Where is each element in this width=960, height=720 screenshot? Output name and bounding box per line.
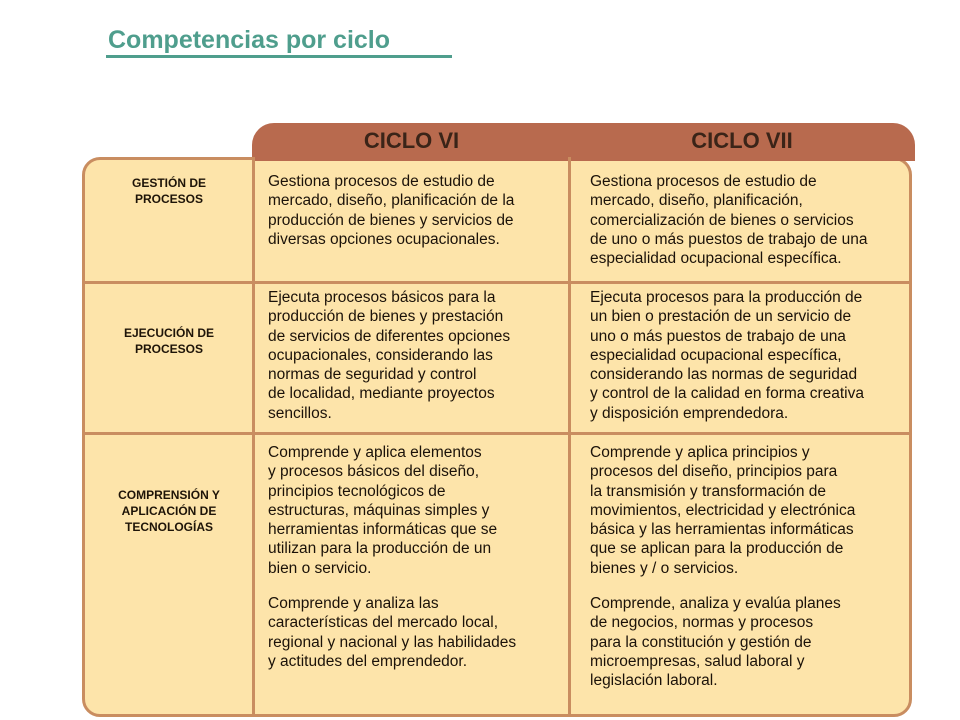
row-label-gestion: GESTIÓN DE PROCESOS (131, 176, 206, 206)
cell-ejecucion-ciclo-vi (268, 288, 564, 423)
cell-text: Gestiona procesos de estudio de mercado, diseño, planificación, comercialización de bienes o servicios de uno o más puestos de trabajo de una especialidad ocupacional específica. (590, 173, 868, 268)
cell-ejecucion-ciclo-vii (590, 288, 908, 423)
cell-text: Comprende y aplica principios y procesos del diseño, principios para la transmisión y transformación de movimientos, electricidad y electrónica básica y las herramientas informáticas que se aplican para la producción de bienes y / o servicios. (590, 444, 856, 577)
cell-text: Ejecuta procesos para la producción de un bien o prestación de un servicio de uno o más puestos de trabajo de una especialidad ocupacional específica, considerando las normas de seguridad y control de la calidad en forma creativa y disposición emprendedora. (590, 289, 864, 422)
cell-text: Comprende, analiza y evalúa planes de negocios, normas y procesos para la constitución y gestión de microempresas, salud laboral y legislación laboral. (590, 595, 841, 690)
title-underline (106, 55, 452, 58)
cell-comprension-ciclo-vii (590, 443, 908, 691)
cell-text: Comprende y aplica elementos y procesos básicos del diseño, principios tecnológicos de estructuras, máquinas simples y herramientas informáticas que se utilizan para la producción de un bien o servicio. (268, 444, 498, 577)
row-label-ejecucion: EJECUCIÓN DE PROCESOS (123, 326, 215, 356)
cell-text: Comprende y analiza las características del mercado local, regional y nacional y las habilidades y actitudes del emprendedor. (268, 595, 517, 670)
page-title: Competencias por ciclo (108, 26, 404, 54)
row-divider-2 (82, 432, 912, 435)
column-header-ciclo-vi: CICLO VI (363, 128, 460, 153)
column-header-ciclo-vii: CICLO VII (691, 128, 793, 153)
cell-text: Gestiona procesos de estudio de mercado, diseño, planificación de la producción de bienes y servicios de diversas opciones ocupacionales. (268, 173, 515, 248)
cell-gestion-ciclo-vi (268, 172, 564, 249)
row-divider-1 (82, 281, 912, 284)
column-divider-label (252, 157, 255, 717)
column-divider-ciclos (568, 157, 571, 717)
cell-gestion-ciclo-vii (590, 172, 908, 268)
cell-text: Ejecuta procesos básicos para la producción de bienes y prestación de servicios de diferentes opciones ocupacionales, considerando las normas de seguridad y control de localidad, mediante proyectos sencillos. (268, 289, 511, 422)
cell-comprension-ciclo-vi (268, 443, 564, 671)
row-label-comprension: COMPRENSIÓN Y APLICACIÓN DE TECNOLOGÍAS (118, 488, 220, 534)
